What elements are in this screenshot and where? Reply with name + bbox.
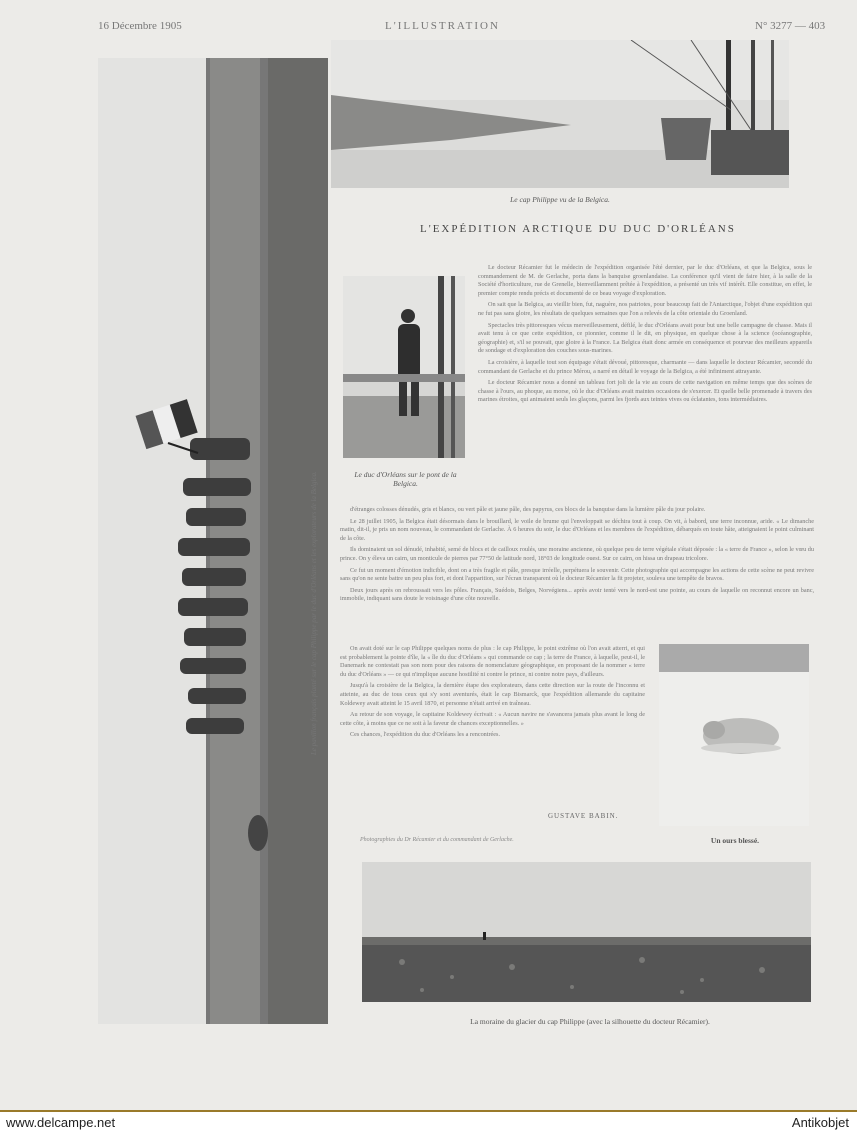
paragraph: Ils dominaient un sol dénudé, inhabité, semé de blocs et de cailloux roulés, une moraine ancienne, où quelque peu de terre végétale s'était déposée : la « terre de France », selon le vœu du prince. On y éleva un cairn, un monticule de pierres par 77°50 de latitude nord, 18°03 de longitude ouest. Sur ce cairn, on hissa un drapeau tricolore. [340, 546, 814, 562]
flag-planting-caption: Le pavillon français planté sur le cap Philippe par le duc d'Orléans et les explorateurs de la Belgica. [310, 471, 318, 755]
paragraph: La croisière, à laquelle tout son équipage s'était dévoué, pittoresque, charmante — dans laquelle le docteur Récamier, secondé du commandant de Gerlache et du prince Mérou, a narré en détail le voyage de la Belgica, a été infiniment attrayante. [478, 358, 812, 375]
paragraph: On avait doté sur le cap Philippe quelques noms de plus : le cap Philippe, le point extrême où l'on avait atterri, et qui est probablement la pointe d'île, la « île du duc d'Orléans » qui commande ce cap ; la terre de France, à laquelle, peut-il, le Danemark ne contestait pas son nom pour des raisons de nomenclature géographique, en proposant de la nommer « terre du duc d'Orléans » — ce qui n'implique aucune hostilité ni contre le prince, ni contre notre pays, d'ailleurs. [340, 645, 645, 678]
moraine-photo-caption: La moraine du glacier du cap Philippe (avec la silhouette du docteur Récamier). [470, 1017, 710, 1026]
photo-credit: Photographies du Dr Récamier et du commandant de Gerlache. [360, 837, 514, 843]
flag-planting-caption-wrap [310, 355, 320, 755]
duke-photo [343, 276, 465, 458]
paragraph: d'étranges colosses dénudés, gris et blancs, ou vert pâle et jaune pâle, des papyrus, ces blocs de la banquise dans la lumière pâle du jour polaire. [350, 506, 706, 513]
paragraph: Au retour de son voyage, le capitaine Koldewey écrivait : « Aucun navire ne s'avancera jamais plus avant le long de cette côte, à moins que ce ne soit à la faveur de chances exceptionnelles. » [340, 711, 645, 727]
duke-photo-caption: Le duc d'Orléans sur le pont de la Belgica. [354, 470, 457, 488]
paragraph: Le docteur Récamier fut le médecin de l'expédition organisée l'été dernier, par le duc d'Orléans, et que la Belgica, sous le commandement de M. de Gerlache, porta dans la banquise groenlandaise. La conférence qu'il vient de faire hier, à la salle de la Société d'horticulture, rue de Grenelle, bienveillamment prêtée à l'expédition, a présenté un très vif intérêt. Elle constitue, en effet, le premier compte rendu précis et documenté de ce beau voyage d'exploration. [478, 264, 812, 297]
watermark-bar [0, 1110, 857, 1133]
duke-photo-image [343, 276, 465, 458]
issue-date: 16 Décembre 1905 [98, 20, 182, 32]
moraine-photo-image [362, 862, 811, 1002]
paragraph: Ce fut un moment d'émotion indicible, dont on a très fragile et pâle, presque irréelle, perpétuera le souvenir. Cette photographie qui accompagne les actions de cette scène ne peut revivre sans qu'on ne sente battre un peu plus fort, et dont l'apparition, sur l'écran transparent où le docteur Récamier la fit projeter, souleva une tempête de bravos. [340, 566, 814, 583]
article-column-left-bottom [340, 645, 645, 807]
cap-philippe-photo-image [331, 40, 789, 188]
page-number: N° 3277 — 403 [755, 20, 826, 32]
article-signature: GUSTAVE BABIN. [548, 812, 619, 820]
paragraph: On sait que la Belgica, au vieillir bien, fut, naguère, nos patriotes, pour beaucoup fait de l'Antarctique, l'objet d'une expédition qui ne fut pas sans gloire, les résultats de quelques semaines que l'on a relevés de la côte orientale du Groenland. [478, 301, 812, 317]
flag-planting-photo [98, 58, 328, 1024]
watermark-left[interactable]: www.delcampe.net [6, 1115, 116, 1130]
paragraph: Jusqu'à la croisière de la Belgica, la dernière étape des explorateurs, dans cette direction sur la route de l'inconnu et atteinte, au duc de tous ceux qui s'y sont aventurés, était le cap Bismarck, que l'expédition allemande du capitaine Koldewey avait atteint le 15 avril 1870, et personne n'était arrivé en traîneau. [340, 682, 645, 707]
article-column-right-top [478, 264, 812, 504]
bear-photo-image [659, 644, 809, 826]
article-column-wide [340, 506, 814, 642]
paragraph: Ces chances, l'expédition du duc d'Orléans les a rencontrées. [350, 731, 500, 739]
watermark-right[interactable]: Antikobjet [791, 1115, 849, 1130]
paragraph: Deux jours après on rebroussait vers les pôles. Français, Suédois, Belges, Norvégiens... après avoir tenté vers le nord-est une pointe, au cours de laquelle on reconnut encore un banc, immobile, indiquant sans doute le voisinage d'une côte nouvelle. [340, 586, 814, 603]
magazine-title: L'ILLUSTRATION [385, 20, 500, 32]
paragraph: Le docteur Récamier nous a donné un tableau fort joli de la vie au cours de cette navigation en même temps que des scènes de chasse à l'ours, au phoque, au morse, où le duc d'Orléans avait maintes occasions de s'exercer. Et quelle belle promenade à travers des marines étroites, qui animaient seuls les glaçons, parmi les fjords aux teintes vives ou éclatantes, tons intermédiaires. [478, 379, 812, 404]
bear-photo-caption: Un ours blessé. [710, 836, 760, 845]
flag-planting-photo-image [98, 58, 328, 1024]
paragraph: Le 28 juillet 1905, la Belgica était désormais dans le brouillard, le voile de brume qui l'enveloppait se déchira tout à coup. On vit, à babord, une terre inconnue, aride. « Le dimanche matin, dit-il, je pris un nom nouveau, le commandant de Gerlache. À 6 heures du soir, le duc d'Orléans et les membres de l'expédition, débarqués en toute hâte, atteignaient le point culminant de la côte. [340, 517, 814, 542]
paragraph: Spectacles très pittoresques vécus merveilleusement, défilé, le duc d'Orléans avait pour but une belle campagne de chasse. Mais il avait tenu à ce que cette expédition, ce pionnier, comme il le dit, en physique, en quelque chose à la science (océanographie, géographie) et, s'il se pouvait, que gloire à la France. La Belgica était donc armée en conséquence et pourvue des meilleurs appareils de sondage et d'exploration des couches sous-marines. [478, 321, 812, 355]
article-headline: L'EXPÉDITION ARCTIQUE DU DUC D'ORLÉANS [420, 223, 736, 235]
cap-philippe-caption: Le cap Philippe vu de la Belgica. [510, 195, 610, 204]
bear-photo [659, 644, 809, 826]
moraine-photo [362, 862, 811, 1002]
cap-philippe-photo [331, 40, 789, 188]
